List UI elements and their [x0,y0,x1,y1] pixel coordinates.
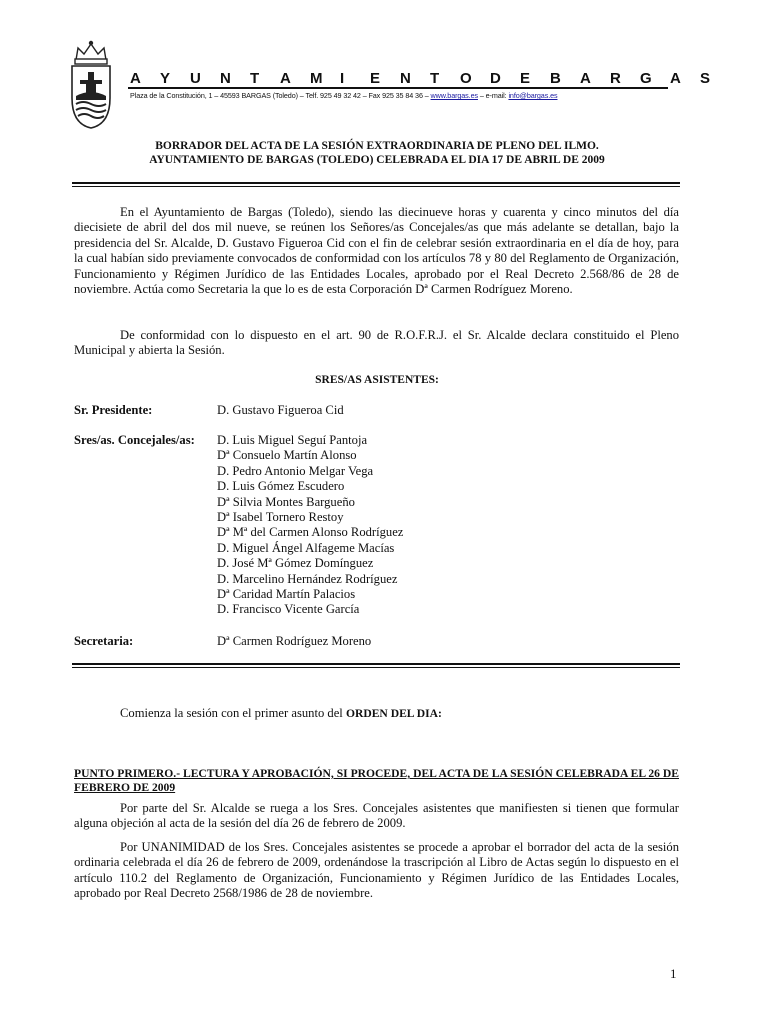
president-name: D. Gustavo Figueroa Cid [217,403,344,417]
letterhead-word: B A R G A S [550,70,711,87]
councillor-name: Dª Isabel Tornero Restoy [217,510,344,525]
secretary-name: Dª Carmen Rodríguez Moreno [217,634,372,648]
councillor-name: D. Francisco Vicente García [217,602,360,617]
councillor-name: D. Luis Miguel Seguí Pantoja [217,433,368,447]
letterhead-word: A Y U N T A M I E N T O [130,70,472,87]
secretary-label: Secretaria: [74,634,134,648]
website-link[interactable]: www.bargas.es [430,91,478,100]
document-title [74,139,680,167]
councillor-name: D. Miguel Ángel Alfageme Macías [217,540,395,555]
order-of-the-day-label: ORDEN DEL DIA: [345,707,442,720]
municipal-crest-logo [66,38,116,130]
intro-paragraph: En el Ayuntamiento de Bargas (Toledo), siendo las diecinueve horas y cuarenta y cinco minutos del día diecisiete de abril del dos mil nueve, se reúnen los Señores/as Concejales/as que más adelante se detallan, bajo la presidencia del Sr. Alcalde, D. Gustavo Figueroa Cid con el fin de celebrar sesión extraordinaria en el día de hoy, para la cual habían sido previamente convocados de conformidad con los artículos 78 y 80 del Reglamento de Organización, Funcionamiento y Régimen Jurídico de las Entidades Locales, aprobado por el Real Decreto 2.568/86 de 28 de noviembre. Actúa como Secretaria la que lo es de esta Corporación Dª Carmen Rodríguez Moreno. [74,205,679,297]
letterhead-rule [128,87,668,89]
councillor-name: D. Pedro Antonio Melgar Vega [217,463,374,478]
document-title-line-2: AYUNTAMIENTO DE BARGAS (TOLEDO) CELEBRADA EL DIA 17 DE ABRIL DE 2009 [149,154,605,166]
session-start-text: Comienza la sesión con el primer asunto del [120,706,346,720]
president-label: Sr. Presidente: [74,403,153,417]
attendees-heading: SRES/AS ASISTENTES: [315,374,439,386]
councillor-name: Dª Consuelo Martín Alonso [217,448,357,463]
email-label: – e-mail: [477,91,509,100]
councillor-name: Dª Silvia Montes Bargueño [217,494,355,509]
session-start-paragraph [74,706,679,721]
councillor-name: D. Marcelino Hernández Rodríguez [217,571,398,586]
letterhead-title [130,70,711,87]
councillor-name: Dª Caridad Martín Palacios [217,587,356,602]
letterhead-word: D E [490,70,531,87]
councillor-name: Dª Mª del Carmen Alonso Rodríguez [217,525,404,540]
point-one-paragraph-2: Por UNANIMIDAD de los Sres. Concejales asistentes se procede a aprobar el borrador del acta de la sesión ordinaria celebrada el día 26 de febrero de 2009, ordenándose la trascripción al Libro de Actas según lo dispuesto en el artículo 110.2 del Reglamento de Organización, Funcionamiento y Régimen Jurídico de las Entidades Locales, aprobado por Real Decreto 2568/1986 de 28 de noviembre. [74,840,679,901]
address-text: Plaza de la Constitución, 1 – 45593 BARGAS (Toledo) – Telf. 925 49 32 42 – Fax 925 35 84 36 – [130,91,431,100]
letterhead-address [130,91,558,100]
title-divider [72,182,680,187]
document-title-line-1: BORRADOR DEL ACTA DE LA SESIÓN EXTRAORDINARIA DE PLENO DEL ILMO. [155,140,599,152]
point-one-paragraph-1: Por parte del Sr. Alcalde se ruega a los Sres. Concejales asistentes que manifiesten si tienen que formular alguna objeción al acta de la sesión del día 26 de febrero de 2009. [74,801,679,831]
conformity-paragraph: De conformidad con lo dispuesto en el art. 90 de R.O.F.R.J. el Sr. Alcalde declara constituido el Pleno Municipal y abierta la Sesión. [74,328,679,358]
councillors-label: Sres/as. Concejales/as: [74,433,195,447]
councillors-list [217,433,403,618]
page-number: 1 [670,966,677,981]
councillor-name: D. José Mª Gómez Domínguez [217,556,374,571]
point-one-heading: PUNTO PRIMERO.- LECTURA Y APROBACIÓN, SI PROCEDE, DEL ACTA DE LA SESIÓN CELEBRADA EL 26 DE FEBRERO DE 2009 [74,767,679,794]
councillor-name: D. Luis Gómez Escudero [217,479,345,494]
attendees-divider [72,663,680,668]
email-link[interactable]: info@bargas.es [508,91,558,100]
